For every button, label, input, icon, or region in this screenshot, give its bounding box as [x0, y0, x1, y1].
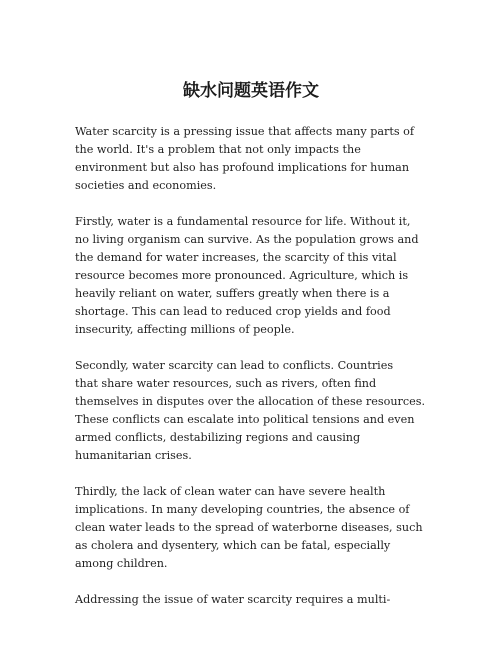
paragraph-3 [75, 357, 435, 465]
text-line: that share water resources, such as rivers, often find [75, 377, 377, 390]
text-line: clean water leads to the spread of waterborne diseases, such [75, 521, 423, 534]
paragraph-4 [75, 483, 435, 573]
text-line: These conflicts can escalate into political tensions and even [75, 413, 415, 426]
text-line: insecurity, affecting millions of people. [75, 323, 295, 336]
text-line: themselves in disputes over the allocation of these resources. [75, 395, 426, 408]
text-line: shortage. This can lead to reduced crop yields and food [75, 305, 391, 318]
text-line: no living organism can survive. As the population grows and [75, 233, 419, 246]
text-line: societies and economies. [75, 179, 217, 192]
text-line: the demand for water increases, the scarcity of this vital [75, 251, 397, 264]
text-line: as cholera and dysentery, which can be fatal, especially [75, 539, 391, 552]
paragraph-2 [75, 213, 435, 339]
text-line: armed conflicts, destabilizing regions and causing [75, 431, 361, 444]
paragraph-gap [75, 339, 435, 357]
text-line: implications. In many developing countries, the absence of [75, 503, 410, 516]
paragraph-5 [75, 591, 435, 609]
paragraph-gap [75, 465, 435, 483]
paragraph-gap [75, 573, 435, 591]
paragraph-1 [75, 123, 435, 195]
text-line: Thirdly, the lack of clean water can have severe health [75, 485, 386, 498]
document-title: 缺水问题英语作文 [183, 81, 319, 101]
text-line: humanitarian crises. [75, 449, 192, 462]
text-line: heavily reliant on water, suffers greatly when there is a [75, 287, 390, 300]
paragraph-gap [75, 195, 435, 213]
text-line: Firstly, water is a fundamental resource for life. Without it, [75, 215, 411, 228]
document-body [75, 123, 435, 609]
text-line: Water scarcity is a pressing issue that affects many parts of [75, 125, 415, 138]
text-line: among children. [75, 557, 168, 570]
text-line: Secondly, water scarcity can lead to conflicts. Countries [75, 359, 394, 372]
text-line: Addressing the issue of water scarcity requires a multi- [75, 593, 391, 606]
text-line: resource becomes more pronounced. Agriculture, which is [75, 269, 409, 282]
text-line: the world. It's a problem that not only impacts the [75, 143, 361, 156]
text-line: environment but also has profound implications for human [75, 161, 410, 174]
